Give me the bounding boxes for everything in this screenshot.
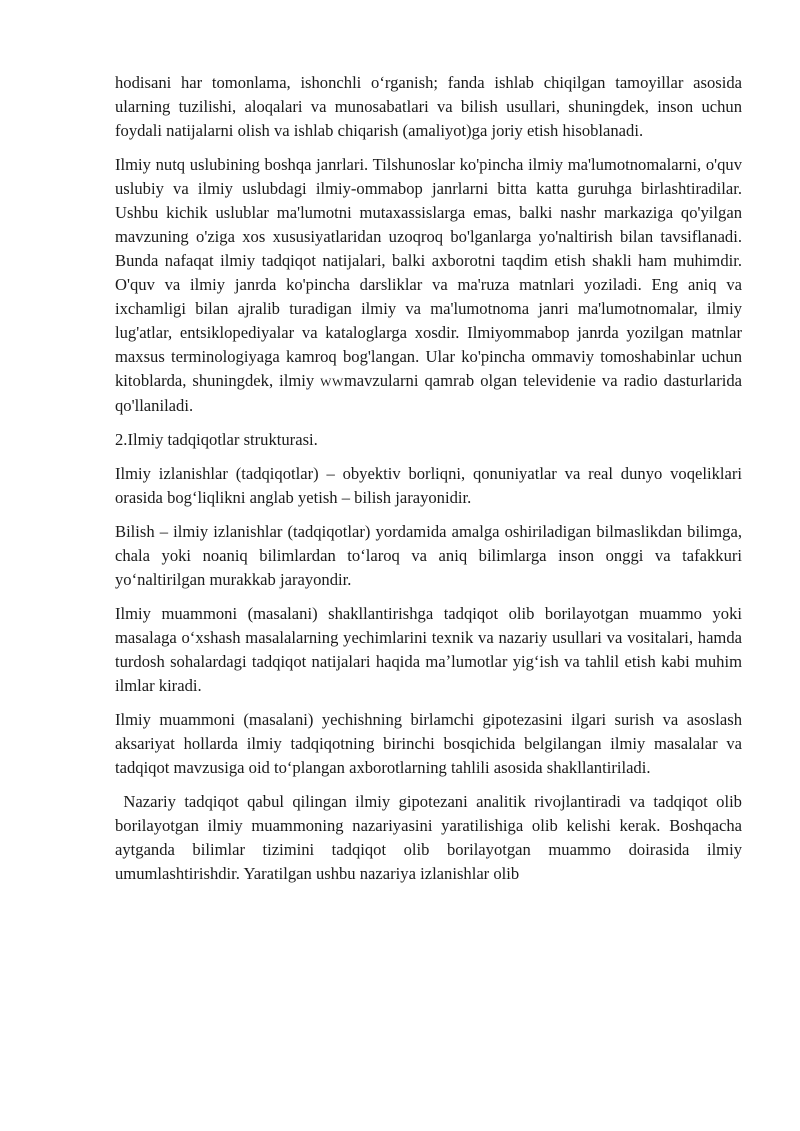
paragraph-intro-continuation: hodisani har tomonlama, ishonchli oʻrganish; fanda ishlab chiqilgan tamoyillar asosida ularning tuzilishi, aloqalari va munosabatlari va bilish usullari, shuningdek, inson uchun foydali natijalarni olish va ishlab chiqarish (amaliyot)ga joriy etish hisoblanadi.: [115, 73, 742, 140]
paragraph-scientific-genres-tail: mavzularni qamrab olgan televidenie va radio dasturlarida qo'llaniladi.: [115, 371, 742, 415]
paragraph-theoretical-research: Nazariy tadqiqot qabul qilingan ilmiy gipotezani analitik rivojlantiradi va tadqiqot olib borilayotgan ilmiy muammoning nazariyasini yaratilishiga olib kelishi kerak. Boshqacha aytganda bilimlar tizimini tadqiqot olib borilayotgan muammo doirasida ilmiy umumlashtirishdir. Yaratilgan ushbu nazariya izlanishlar olib: [115, 792, 747, 883]
paragraph-scientific-genres-text: Ilmiy nutq uslubining boshqa janrlari. Tilshunoslar ko'pincha ilmiy ma'lumotnomalarni, o'quv uslubiy va ilmiy uslubdagi ilmiy-ommabop janrlarni bitta katta guruhga birlashtiradilar. Ushbu kichik uslublar ma'lumotni mutaxassislarga emas, balki nashr markaziga qo'yilgan mavzuning o'ziga xos xususiyatlaridan uzoqroq bo'lganlarga yo'naltirish bilan tavsiflanadi. Bunda nafaqat ilmiy tadqiqot natijalari, balki axborotni taqdim etish shakli ham muhimdir. O'quv va ilmiy janrda ko'pincha darsliklar va ma'ruza matnlari yoziladi. Eng aniq va ixchamligi bilan ajralib turadigan ilmiy va ma'lumotnoma janri ma'lumotnomalar, ilmiy lug'atlar, entsiklopediyalar va kataloglarga xosdir. Ilmiyommabop janrda yozilgan matnlar maxsus terminologiyaga kamroq bog'langan. Ular ko'pincha ommaviy tomoshabinlar uchun kitoblarda, shuningdek, ilmiy: [115, 155, 742, 390]
paragraph-cognition: Bilish – ilmiy izlanishlar (tadqiqotlar) yordamida amalga oshiriladigan bilmaslikdan bilimga, chala yoki noaniq bilimlardan toʻlaroq va aniq bilimlarga inson onggi va tafakkuri yoʻnaltirilgan murakkab jarayondir.: [115, 522, 742, 589]
document-page: [115, 71, 747, 896]
inline-mark: WW: [320, 375, 344, 389]
paragraph-problem-formulation: Ilmiy muammoni (masalani) shakllantirishga tadqiqot olib borilayotgan muammo yoki masalaga oʻxshash masalalarning yechimlarini texnik va nazariy usullari va vositalari, hamda turdosh sohalardagi tadqiqot natijalari haqida maʼlumotlar yigʻish va tahlil etish kabi muhim ilmlar kiradi.: [115, 604, 742, 695]
paragraph-scientific-genres: [115, 153, 742, 418]
paragraph-research-definition: Ilmiy izlanishlar (tadqiqotlar) – obyektiv borliqni, qonuniyatlar va real dunyo voqeliklari orasida bogʻliqlikni anglab yetish – bilish jarayonidir.: [115, 464, 742, 507]
section-heading: 2.Ilmiy tadqiqotlar strukturasi.: [115, 430, 318, 449]
paragraph-hypothesis: Ilmiy muammoni (masalani) yechishning birlamchi gipotezasini ilgari surish va asoslash aksariyat hollarda ilmiy tadqiqotning birinchi bosqichida belgilangan ilmiy masalalar va tadqiqot mavzusiga oid toʻplangan axborotlarning tahlili asosida shakllantiriladi.: [115, 710, 742, 777]
